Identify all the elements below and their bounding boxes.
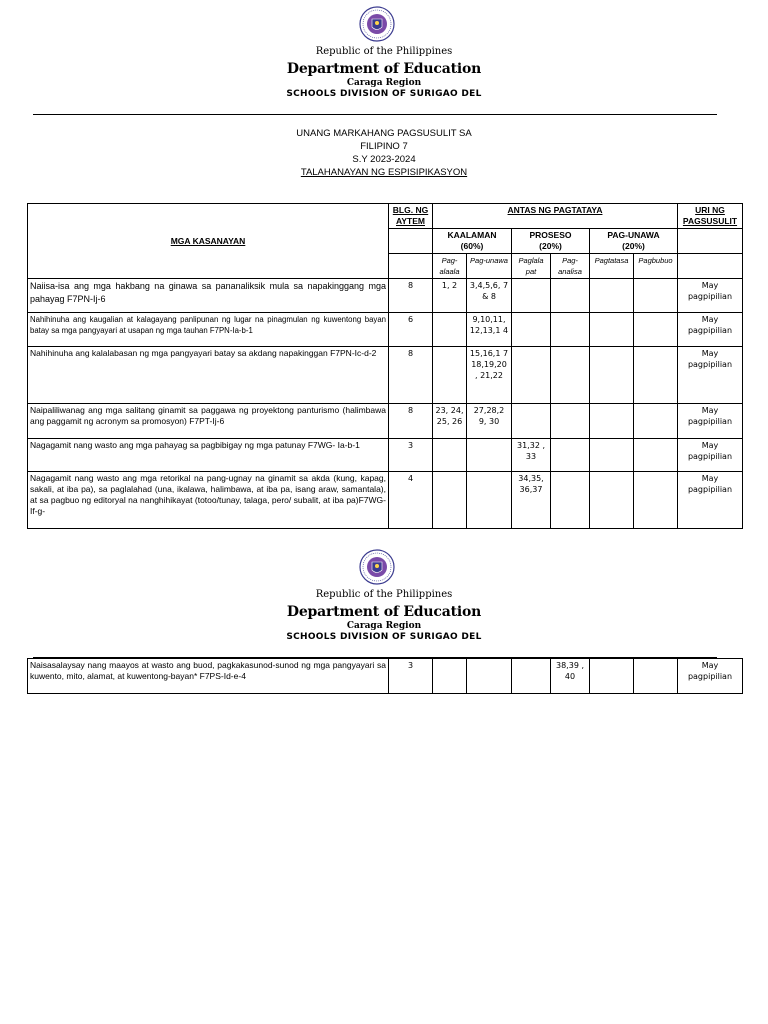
- competency-cell: Naipaliliwanag ang mga salitang ginamit sa paggawa ng proyektong panturismo (halimbawa ang paggamit ng acronym sa promosyon) F7PT-Ij-6: [28, 404, 389, 439]
- republic-line: Republic of the Philippines: [315, 589, 453, 600]
- competency-cell: Nahihinuha ang kaugalian at kalagayang panlipunan ng lugar na pinagmulan ng kuwentong bayan batay sa mga pangyayari at usapan ng mga tauhan F7PN-Ia-b-1: [28, 313, 389, 347]
- test-type: May pagpipilian: [678, 279, 743, 313]
- specification-table-continued: [27, 658, 743, 694]
- subject-title: FILIPINO 7: [360, 141, 408, 152]
- item-count: 8: [389, 279, 433, 313]
- item-count: 8: [389, 347, 433, 404]
- table-row: Nahihinuha ang kaugalian at kalagayang panlipunan ng lugar na pinagmulan ng kuwentong bayan batay sa mga pangyayari at usapan ng mga tauhan F7PN-Ia-b-1 6 9,10,11, 12,13,1 4 May pagpipilian: [28, 313, 743, 347]
- competency-cell: Naisasalaysay nang maayos at wasto ang buod, pagkakasunod-sunod ng mga pangyayari sa kuwento, mito, alamat, at kuwentong-bayan* F7PS-Id-e-4: [28, 659, 389, 694]
- region-line: Caraga Region: [346, 78, 422, 88]
- competency-cell: Nagagamit nang wasto ang mga pahayag sa pagbibigay ng mga patunay F7WG- Ia-b-1: [28, 439, 389, 472]
- table-row: Naisasalaysay nang maayos at wasto ang buod, pagkakasunod-sunod ng mga pangyayari sa kuwento, mito, alamat, at kuwentong-bayan* F7PS-Id-e-4 3 38,39 , 40 May pagpipilian: [28, 659, 743, 694]
- sublevel-paglalapat: Paglala pat: [512, 254, 551, 279]
- deped-seal-logo: [359, 549, 395, 585]
- header-rule: [33, 114, 717, 115]
- test-type: May pagpipilian: [678, 439, 743, 472]
- specification-table: [27, 203, 743, 529]
- republic-line: Republic of the Philippines: [315, 46, 453, 57]
- division-line: SCHOOLS DIVISION OF SURIGAO DEL: [286, 89, 482, 99]
- deped-seal-logo: [359, 6, 395, 42]
- school-year: S.Y 2023-2024: [352, 154, 416, 165]
- item-count: 8: [389, 404, 433, 439]
- header-test-type: URI NG PAGSUSULIT: [678, 204, 743, 229]
- department-title: Department of Education: [286, 604, 482, 620]
- test-type: May pagpipilian: [678, 347, 743, 404]
- exam-title: UNANG MARKAHANG PAGSUSULIT SA: [296, 128, 472, 139]
- region-line: Caraga Region: [346, 621, 422, 631]
- header-items: BLG. NG AYTEM: [389, 204, 433, 229]
- group-pag-unawa: PAG-UNAWA (20%): [590, 229, 678, 254]
- group-proseso: PROSESO (20%): [512, 229, 590, 254]
- test-type: May pagpipilian: [678, 404, 743, 439]
- header-competency: MGA KASANAYAN: [28, 204, 389, 279]
- table-row: Naipaliliwanag ang mga salitang ginamit sa paggawa ng proyektong panturismo (halimbawa ang paggamit ng acronym sa promosyon) F7PT-Ij-6 8 23, 24, 25, 26 27,28,2 9, 30 May pagpipilian: [28, 404, 743, 439]
- item-count: 3: [389, 439, 433, 472]
- competency-cell: Nahihinuha ang kalalabasan ng mga pangyayari batay sa akdang napakinggan F7PN-Ic-d-2: [28, 347, 389, 404]
- item-count: 3: [389, 659, 433, 694]
- table-row: Nahihinuha ang kalalabasan ng mga pangyayari batay sa akdang napakinggan F7PN-Ic-d-2 8 15,16,1 7 18,19,20 , 21,22 May pagpipilian: [28, 347, 743, 404]
- item-count: 6: [389, 313, 433, 347]
- test-type: May pagpipilian: [678, 659, 743, 694]
- competency-cell: Nagagamit nang wasto ang mga retorikal na pang-ugnay na ginamit sa akda (kung, kapag, sakali, at iba pa), sa paglalahad (una, ikalawa, halimbawa, at iba pa, isang araw, samantala), at sa pagbuo ng editoryal na nanghihikayat (totoo/tunay, talaga, pero/ subalit, at iba pa)F7WG-If-g-: [28, 472, 389, 529]
- header-levels: ANTAS NG PAGTATAYA: [433, 204, 678, 229]
- division-line: SCHOOLS DIVISION OF SURIGAO DEL: [286, 632, 482, 642]
- department-title: Department of Education: [286, 61, 482, 77]
- table-row: Naiisa-isa ang mga hakbang na ginawa sa pananaliksik mula sa napakinggang mga pahayag F7PN-Ij-6 8 1, 2 3,4,5,6, 7 & 8 May pagpipilian: [28, 279, 743, 313]
- test-type: May pagpipilian: [678, 313, 743, 347]
- sublevel-pag-analisa: Pag-analisa: [551, 254, 590, 279]
- sublevel-pag-alaala: Pag-alaala: [433, 254, 467, 279]
- competency-cell: Naiisa-isa ang mga hakbang na ginawa sa pananaliksik mula sa napakinggang mga pahayag F7PN-Ij-6: [28, 279, 389, 313]
- test-type: May pagpipilian: [678, 472, 743, 529]
- sublevel-pagtatasa: Pagtatasa: [590, 254, 634, 279]
- tos-title: TALAHANAYAN NG ESPISIPIKASYON: [300, 167, 468, 178]
- sublevel-pag-unawa: Pag-unawa: [467, 254, 512, 279]
- item-count: 4: [389, 472, 433, 529]
- group-kaalaman: KAALAMAN (60%): [433, 229, 512, 254]
- table-row: Nagagamit nang wasto ang mga pahayag sa pagbibigay ng mga patunay F7WG- Ia-b-1 3 31,32 , 33 May pagpipilian: [28, 439, 743, 472]
- table-row: Nagagamit nang wasto ang mga retorikal na pang-ugnay na ginamit sa akda (kung, kapag, sakali, at iba pa), sa paglalahad (una, ikalawa, halimbawa, at iba pa, isang araw, samantala), at sa pagbuo ng editoryal na nanghihikayat (totoo/tunay, talaga, pero/ subalit, at iba pa)F7WG-If-g- 4 34,35, 36,37 May pagpipilian: [28, 472, 743, 529]
- sublevel-pagbubuo: Pagbubuo: [634, 254, 678, 279]
